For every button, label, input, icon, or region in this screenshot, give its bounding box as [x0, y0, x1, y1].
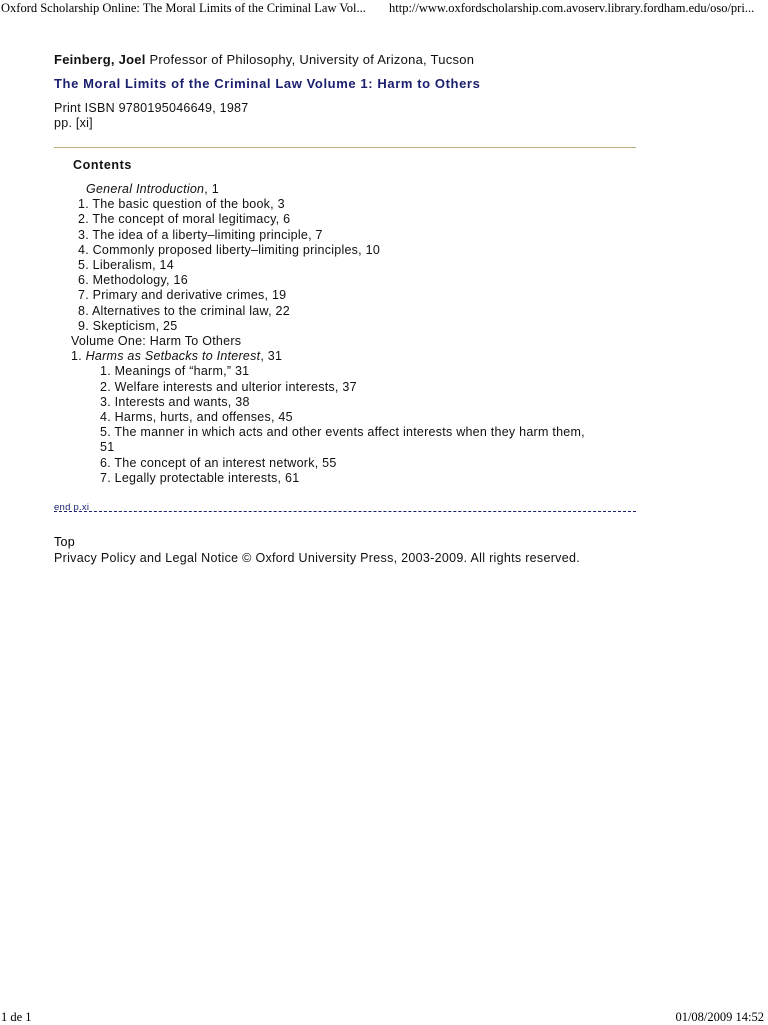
toc-intro-item[interactable]: 8. Alternatives to the criminal law, 22 — [78, 303, 290, 318]
legal-notice[interactable]: Privacy Policy and Legal Notice © Oxford University Press, 2003-2009. All rights reserved. — [54, 551, 581, 565]
author-name: Feinberg, Joel — [54, 52, 146, 67]
toc-chapter-item[interactable]: 2. Welfare interests and ulterior interests, 37 — [100, 379, 357, 394]
toc-chapter-number: 1. — [71, 349, 86, 364]
toc-chapter-page: , 31 — [260, 349, 283, 364]
toc-chapter-title: Harms as Setbacks to Interest — [85, 349, 261, 364]
toc-intro-item[interactable]: 1. The basic question of the book, 3 — [78, 197, 285, 212]
toc-intro-item[interactable]: 3. The idea of a liberty–limiting principle, 7 — [78, 227, 323, 242]
author-line — [54, 52, 654, 68]
print-header-title: Oxford Scholarship Online: The Moral Limits of the Criminal Law Vol... — [1, 1, 366, 15]
header-divider — [54, 147, 636, 148]
toc-intro-item[interactable]: 6. Methodology, 16 — [78, 273, 188, 288]
toc-intro-item[interactable]: 5. Liberalism, 14 — [78, 258, 174, 273]
author-affiliation: Professor of Philosophy, University of Arizona, Tucson — [149, 52, 475, 67]
toc-general-introduction-page: , 1 — [204, 182, 219, 196]
toc-chapter-item[interactable]: 1. Meanings of “harm,” 31 — [100, 364, 250, 379]
toc-intro-item[interactable]: 9. Skepticism, 25 — [78, 318, 178, 333]
toc-chapter-item[interactable]: 7. Legally protectable interests, 61 — [100, 470, 300, 485]
top-link[interactable]: Top — [54, 535, 75, 549]
toc-chapter-item[interactable]: 3. Interests and wants, 38 — [100, 394, 250, 409]
contents-heading: Contents — [73, 158, 132, 172]
toc-chapter-item[interactable]: 4. Harms, hurts, and offenses, 45 — [100, 410, 293, 425]
book-title: The Moral Limits of the Criminal Law Volume 1: Harm to Others — [54, 76, 481, 91]
page-end-divider — [54, 511, 636, 512]
isbn-info — [54, 101, 654, 130]
toc-intro-item[interactable]: 4. Commonly proposed liberty–limiting principles, 10 — [78, 242, 381, 257]
toc-chapter-item[interactable]: 6. The concept of an interest network, 55 — [100, 455, 337, 470]
print-footer-page-count: 1 de 1 — [1, 1010, 32, 1024]
toc-intro-item[interactable]: 7. Primary and derivative crimes, 19 — [78, 288, 287, 303]
page-end-marker: end p.xi — [54, 502, 90, 513]
print-header-url: http://www.oxfordscholarship.com.avoserv.library.fordham.edu/oso/pri... — [389, 1, 755, 15]
toc-general-introduction-title: General Introduction — [86, 182, 205, 196]
toc-chapter-1[interactable] — [71, 349, 638, 364]
isbn-line: Print ISBN 9780195046649, 1987 — [54, 101, 249, 115]
pages-line: pp. [xi] — [54, 115, 93, 130]
print-footer-timestamp: 01/08/2009 14:52 — [675, 1010, 764, 1024]
toc-general-introduction[interactable] — [86, 182, 638, 197]
document-body — [54, 52, 654, 565]
toc-intro-item[interactable]: 2. The concept of moral legitimacy, 6 — [78, 212, 291, 227]
table-of-contents — [71, 182, 638, 486]
toc-volume-heading: Volume One: Harm To Others — [71, 334, 242, 349]
toc-chapter-item[interactable]: 5. The manner in which acts and other events affect interests when they harm them, 51 — [100, 425, 585, 455]
